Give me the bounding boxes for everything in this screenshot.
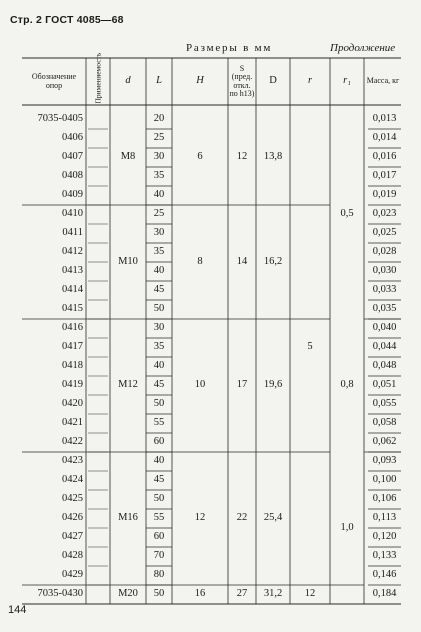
diameter-cell: 31,2 xyxy=(263,588,283,600)
designation-cell: 0417 xyxy=(62,341,83,353)
length-cell: 60 xyxy=(153,436,165,448)
mass-cell: 0,133 xyxy=(372,550,397,562)
length-cell: 25 xyxy=(153,132,165,144)
designation-cell: 7035-0405 xyxy=(37,113,83,125)
designation-cell: 0406 xyxy=(62,132,83,144)
designation-cell: 0408 xyxy=(62,170,83,182)
length-cell: 25 xyxy=(153,208,165,220)
mass-cell: 0,014 xyxy=(372,132,397,144)
length-cell: 55 xyxy=(153,417,165,429)
mass-cell: 0,044 xyxy=(372,341,397,353)
s-cell: 22 xyxy=(236,512,248,524)
length-cell: 50 xyxy=(153,588,165,600)
length-cell: 80 xyxy=(153,569,165,581)
designation-cell: 0416 xyxy=(62,322,83,334)
mass-cell: 0,146 xyxy=(372,569,397,581)
column-header-mass: Масса, кг xyxy=(366,76,400,86)
length-cell: 35 xyxy=(153,246,165,258)
column-header-applicability: Применяемость xyxy=(93,52,103,103)
r1-cell: 0,5 xyxy=(340,208,354,220)
mass-cell: 0,058 xyxy=(372,417,397,429)
r-cell: 5 xyxy=(307,341,313,353)
length-cell: 70 xyxy=(153,550,165,562)
length-cell: 60 xyxy=(153,531,165,543)
mass-cell: 0,062 xyxy=(372,436,397,448)
designation-cell: 0425 xyxy=(62,493,83,505)
designation-cell: 0412 xyxy=(62,246,83,258)
s-cell: 17 xyxy=(236,379,248,391)
designation-cell: 0418 xyxy=(62,360,83,372)
column-header-r: r xyxy=(307,75,313,87)
length-cell: 30 xyxy=(153,322,165,334)
length-cell: 50 xyxy=(153,303,165,315)
mass-cell: 0,120 xyxy=(372,531,397,543)
diameter-cell: 16,2 xyxy=(263,255,283,267)
length-cell: 40 xyxy=(153,189,165,201)
thread-cell: M8 xyxy=(120,151,136,163)
mass-cell: 0,016 xyxy=(372,151,397,163)
length-cell: 40 xyxy=(153,455,165,467)
diameter-cell: 25,4 xyxy=(263,512,283,524)
column-header-r1: r₁ xyxy=(343,75,351,87)
designation-cell: 0428 xyxy=(62,550,83,562)
designation-cell: 0429 xyxy=(62,569,83,581)
length-cell: 35 xyxy=(153,170,165,182)
length-cell: 30 xyxy=(153,227,165,239)
designation-cell: 0414 xyxy=(62,284,83,296)
designation-cell: 0420 xyxy=(62,398,83,410)
page-header: Стр. 2 ГОСТ 4085—68 xyxy=(10,14,124,26)
r1-cell: 0,8 xyxy=(340,379,354,391)
r-cell: 12 xyxy=(304,588,316,600)
designation-cell: 0423 xyxy=(62,455,83,467)
mass-cell: 0,048 xyxy=(372,360,397,372)
mass-cell: 0,055 xyxy=(372,398,397,410)
length-cell: 40 xyxy=(153,360,165,372)
column-header-H: H xyxy=(196,75,204,87)
height-cell: 12 xyxy=(194,512,206,524)
length-cell: 50 xyxy=(153,398,165,410)
mass-cell: 0,033 xyxy=(372,284,397,296)
s-cell: 14 xyxy=(236,255,248,267)
column-header-d: d xyxy=(125,75,131,87)
diameter-cell: 19,6 xyxy=(263,379,283,391)
designation-cell: 0419 xyxy=(62,379,83,391)
mass-cell: 0,040 xyxy=(372,322,397,334)
length-cell: 45 xyxy=(153,284,165,296)
mass-cell: 0,028 xyxy=(372,246,397,258)
height-cell: 10 xyxy=(194,379,206,391)
mass-cell: 0,184 xyxy=(372,588,397,600)
diameter-cell: 13,8 xyxy=(263,151,283,163)
designation-cell: 0427 xyxy=(62,531,83,543)
length-cell: 50 xyxy=(153,493,165,505)
mass-cell: 0,017 xyxy=(372,170,397,182)
length-cell: 20 xyxy=(153,113,165,125)
r1-cell: 1,0 xyxy=(340,521,354,533)
length-cell: 45 xyxy=(153,474,165,486)
column-header-D: D xyxy=(269,75,277,87)
designation-cell: 0409 xyxy=(62,189,83,201)
s-cell: 12 xyxy=(236,151,248,163)
mass-cell: 0,019 xyxy=(372,189,397,201)
mass-cell: 0,051 xyxy=(372,379,397,391)
thread-cell: M10 xyxy=(118,255,138,267)
designation-cell: 0424 xyxy=(62,474,83,486)
thread-cell: M20 xyxy=(118,588,138,600)
thread-cell: M16 xyxy=(118,512,138,524)
height-cell: 8 xyxy=(197,255,203,267)
designation-cell: 0426 xyxy=(62,512,83,524)
designation-cell: 7035-0430 xyxy=(37,588,83,600)
mass-cell: 0,093 xyxy=(372,455,397,467)
designation-cell: 0410 xyxy=(62,208,83,220)
designation-cell: 0407 xyxy=(62,151,83,163)
thread-cell: M12 xyxy=(118,379,138,391)
column-header-S: S (пред. откл. по h13) xyxy=(229,63,255,98)
mass-cell: 0,013 xyxy=(372,113,397,125)
mass-cell: 0,106 xyxy=(372,493,397,505)
page-number: 144 xyxy=(8,604,27,616)
column-header-L: L xyxy=(156,75,162,87)
designation-cell: 0413 xyxy=(62,265,83,277)
designation-cell: 0422 xyxy=(62,436,83,448)
designation-cell: 0415 xyxy=(62,303,83,315)
height-cell: 16 xyxy=(194,588,206,600)
sizes-title: Размеры в мм xyxy=(186,42,273,54)
designation-cell: 0421 xyxy=(62,417,83,429)
height-cell: 6 xyxy=(197,151,203,163)
continuation-label: Продолжение xyxy=(330,42,396,54)
mass-cell: 0,113 xyxy=(372,512,397,524)
column-header-designation: Обозначение опор xyxy=(31,72,77,90)
designation-cell: 0411 xyxy=(62,227,83,239)
s-cell: 27 xyxy=(236,588,248,600)
mass-cell: 0,023 xyxy=(372,208,397,220)
mass-cell: 0,035 xyxy=(372,303,397,315)
length-cell: 45 xyxy=(153,379,165,391)
mass-cell: 0,030 xyxy=(372,265,397,277)
mass-cell: 0,025 xyxy=(372,227,397,239)
length-cell: 40 xyxy=(153,265,165,277)
mass-cell: 0,100 xyxy=(372,474,397,486)
length-cell: 35 xyxy=(153,341,165,353)
length-cell: 55 xyxy=(153,512,165,524)
length-cell: 30 xyxy=(153,151,165,163)
